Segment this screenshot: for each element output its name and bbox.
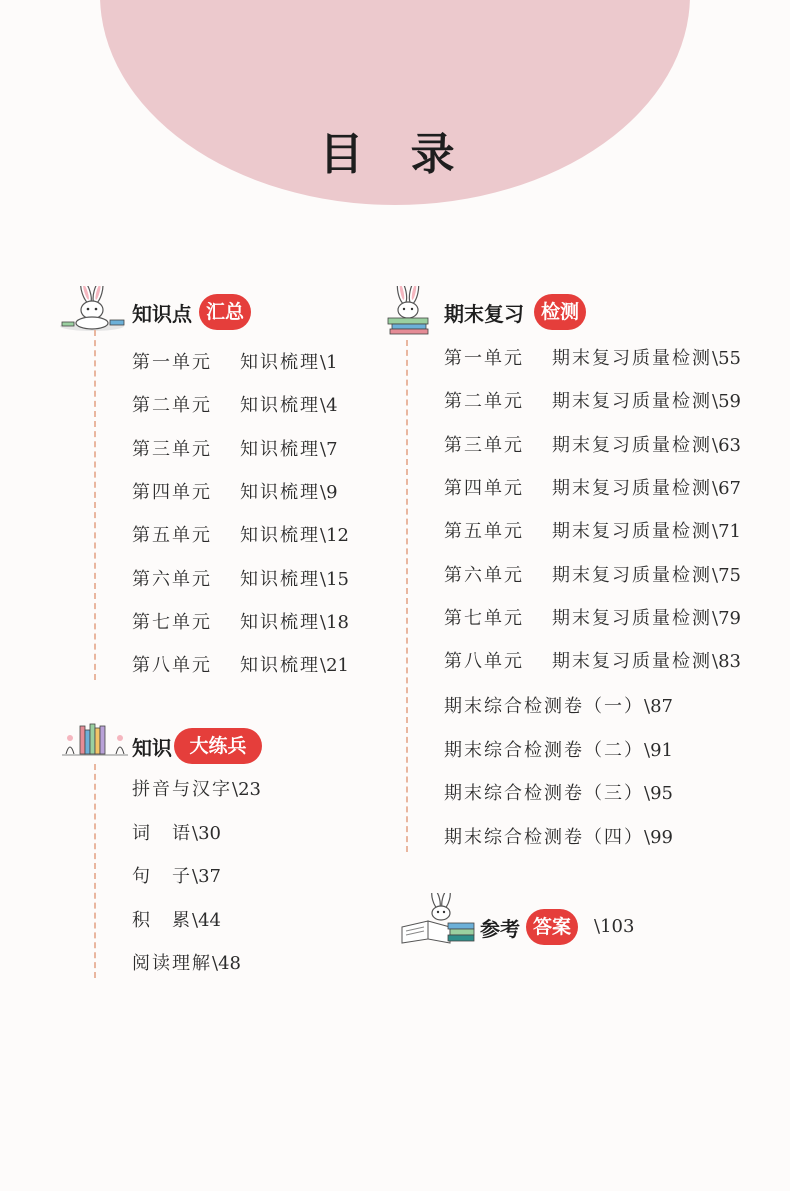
dashed-divider bbox=[94, 330, 96, 680]
toc-unit: 第二单元 bbox=[132, 395, 212, 417]
toc-text: 期末综合检测卷（二） bbox=[444, 739, 644, 761]
section-heading: 参考 bbox=[480, 917, 520, 941]
toc-entry[interactable] bbox=[444, 564, 741, 588]
toc-entry[interactable] bbox=[444, 390, 741, 414]
dashed-divider bbox=[94, 764, 96, 978]
toc-entry[interactable] bbox=[444, 695, 673, 719]
toc-page: \23 bbox=[232, 779, 261, 800]
toc-topic: 期末复习质量检测 bbox=[552, 564, 712, 586]
toc-page: \95 bbox=[644, 783, 673, 804]
toc-text: 期末综合检测卷（三） bbox=[444, 783, 644, 804]
toc-topic: 期末复习质量检测 bbox=[552, 521, 712, 543]
toc-page: \63 bbox=[712, 434, 741, 456]
toc-page: \9 bbox=[320, 481, 338, 503]
toc-unit: 第六单元 bbox=[444, 564, 524, 586]
toc-page: \37 bbox=[192, 866, 221, 887]
toc-topic: 知识梳理 bbox=[240, 611, 320, 633]
toc-page: \15 bbox=[320, 568, 349, 590]
toc-topic: 知识梳理 bbox=[240, 525, 320, 547]
toc-entry[interactable] bbox=[132, 394, 338, 418]
toc-entry[interactable] bbox=[444, 650, 741, 674]
toc-entry[interactable] bbox=[132, 351, 338, 375]
toc-page: \59 bbox=[712, 391, 741, 413]
toc-topic: 期末复习质量检测 bbox=[552, 348, 712, 369]
books-icon bbox=[60, 720, 130, 760]
toc-page: \30 bbox=[192, 822, 221, 844]
section-header-answers bbox=[398, 893, 658, 941]
toc-topic: 期末复习质量检测 bbox=[552, 607, 712, 629]
toc-text: 期末综合检测卷（四） bbox=[444, 826, 644, 848]
toc-page: \71 bbox=[712, 521, 741, 543]
rabbit-reading-icon bbox=[376, 286, 440, 336]
toc-unit: 第二单元 bbox=[444, 391, 524, 413]
toc-unit: 第六单元 bbox=[132, 568, 212, 590]
toc-page: \91 bbox=[644, 739, 673, 761]
section-badge: 汇总 bbox=[199, 294, 251, 330]
toc-entry[interactable] bbox=[132, 524, 349, 548]
toc-topic: 知识梳理 bbox=[240, 395, 320, 417]
toc-page: \44 bbox=[192, 909, 221, 931]
toc-unit: 第七单元 bbox=[444, 607, 524, 629]
toc-entry[interactable] bbox=[444, 782, 673, 806]
dashed-divider bbox=[406, 340, 408, 852]
section-header-knowledge-summary bbox=[52, 286, 262, 330]
toc-unit: 第八单元 bbox=[444, 651, 524, 673]
section-heading: 知识点 bbox=[132, 302, 192, 326]
toc-entry[interactable] bbox=[444, 520, 741, 544]
toc-entry[interactable] bbox=[444, 347, 741, 371]
toc-unit: 第三单元 bbox=[132, 438, 212, 460]
toc-entry[interactable] bbox=[132, 778, 261, 802]
toc-entry[interactable] bbox=[444, 434, 741, 458]
toc-page: \67 bbox=[712, 477, 741, 499]
section-header-final-review bbox=[376, 286, 616, 330]
toc-text: 期末综合检测卷（一） bbox=[444, 696, 644, 717]
toc-entry[interactable] bbox=[132, 822, 221, 846]
section-header-practice bbox=[60, 720, 280, 764]
toc-topic: 知识梳理 bbox=[240, 438, 320, 460]
toc-page: \99 bbox=[644, 826, 673, 848]
toc-entry[interactable] bbox=[132, 481, 338, 505]
toc-page: \18 bbox=[320, 611, 349, 633]
toc-entry[interactable] bbox=[444, 607, 741, 631]
toc-topic: 期末复习质量检测 bbox=[552, 477, 712, 499]
toc-entry[interactable] bbox=[444, 477, 741, 501]
toc-text: 阅读理解 bbox=[132, 953, 212, 974]
toc-topic: 期末复习质量检测 bbox=[552, 434, 712, 456]
toc-entry[interactable] bbox=[132, 865, 221, 889]
toc-page: \79 bbox=[712, 607, 741, 629]
section-badge: 答案 bbox=[526, 909, 578, 945]
toc-entry[interactable] bbox=[132, 654, 349, 678]
toc-page: \75 bbox=[712, 564, 741, 586]
page-title: 目 录 bbox=[319, 129, 471, 180]
toc-topic: 期末复习质量检测 bbox=[552, 391, 712, 413]
section-badge: 检测 bbox=[534, 294, 586, 330]
toc-page: \12 bbox=[320, 525, 349, 547]
toc-unit: 第一单元 bbox=[444, 348, 524, 369]
toc-page: \48 bbox=[212, 953, 241, 974]
toc-entry[interactable] bbox=[444, 739, 673, 763]
toc-page: \7 bbox=[320, 438, 338, 460]
toc-text: 词 语 bbox=[132, 822, 192, 844]
toc-page: \83 bbox=[712, 651, 741, 673]
toc-entry[interactable] bbox=[132, 909, 221, 933]
section-heading: 期末复习 bbox=[444, 302, 524, 326]
section-badge: 大练兵 bbox=[174, 728, 262, 764]
toc-topic: 知识梳理 bbox=[240, 481, 320, 503]
section-heading: 知识 bbox=[132, 736, 172, 760]
toc-unit: 第一单元 bbox=[132, 352, 212, 373]
toc-unit: 第八单元 bbox=[132, 655, 212, 677]
toc-entry[interactable] bbox=[444, 826, 673, 850]
toc-topic: 知识梳理 bbox=[240, 655, 320, 677]
toc-text: 拼音与汉字 bbox=[132, 779, 232, 800]
toc-topic: 知识梳理 bbox=[240, 352, 320, 373]
toc-text: 积 累 bbox=[132, 909, 192, 931]
toc-unit: 第七单元 bbox=[132, 611, 212, 633]
toc-entry[interactable] bbox=[132, 611, 349, 635]
toc-unit: 第三单元 bbox=[444, 434, 524, 456]
toc-text: 句 子 bbox=[132, 866, 192, 887]
toc-unit: 第五单元 bbox=[444, 521, 524, 543]
rabbit-book-icon bbox=[398, 893, 478, 945]
rabbit-mascot-icon bbox=[52, 286, 130, 336]
toc-unit: 第四单元 bbox=[444, 477, 524, 499]
toc-unit: 第五单元 bbox=[132, 525, 212, 547]
toc-unit: 第四单元 bbox=[132, 481, 212, 503]
toc-page: \4 bbox=[320, 395, 338, 417]
answers-page: \103 bbox=[594, 916, 635, 937]
toc-entry[interactable] bbox=[132, 438, 338, 462]
toc-entry[interactable] bbox=[132, 952, 241, 976]
toc-page: \87 bbox=[644, 696, 673, 717]
toc-topic: 知识梳理 bbox=[240, 568, 320, 590]
toc-page: \21 bbox=[320, 655, 349, 677]
toc-entry[interactable] bbox=[132, 568, 349, 592]
toc-topic: 期末复习质量检测 bbox=[552, 651, 712, 673]
toc-page: \55 bbox=[712, 348, 741, 369]
toc-page: \1 bbox=[320, 352, 338, 373]
